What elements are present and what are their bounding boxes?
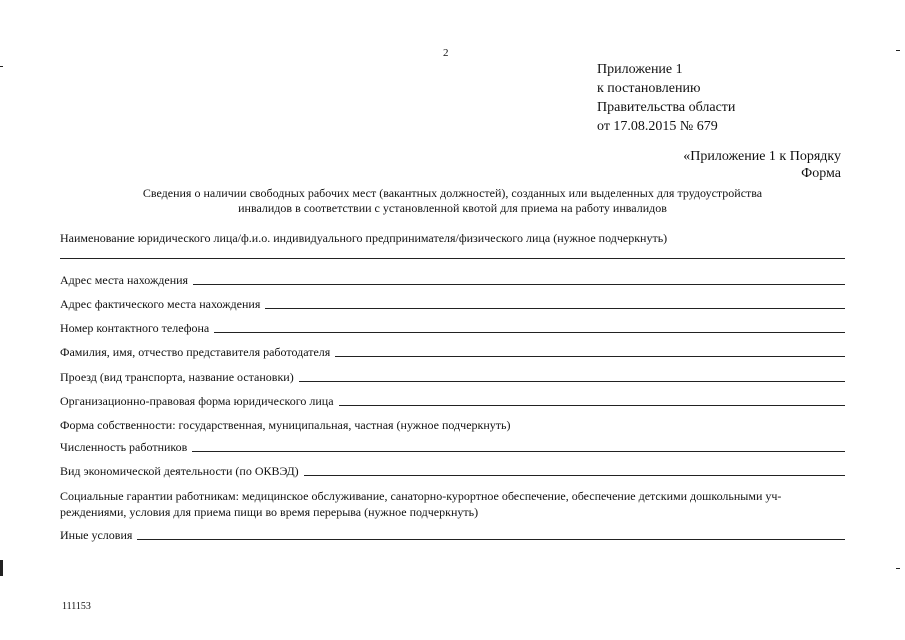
legal-name-label: Наименование юридического лица/ф.и.о. индивидуального предпринимателя/физического лица (нужное подчеркнуть) [60, 231, 668, 245]
legal-name-line [60, 258, 845, 259]
form-label: Форма [801, 166, 841, 181]
phone-field [60, 321, 845, 335]
representative-field [60, 345, 845, 359]
headcount-field [60, 440, 845, 454]
other-conditions-line [137, 539, 845, 540]
phone-line [214, 332, 845, 333]
activity-line [304, 475, 845, 476]
title-line: инвалидов в соответствии с установленной квотой для приема на работу инвалидов [238, 201, 667, 215]
transport-label: Проезд (вид транспорта, название остановки) [60, 370, 294, 384]
appendix-line: Правительства области [597, 100, 736, 115]
ownership-label: Форма собственности: государственная, муниципальная, частная (нужное подчеркнуть) [60, 418, 511, 432]
representative-line [335, 356, 845, 357]
social-guarantees-line: Социальные гарантии работникам: медицинское обслуживание, санаторно-курортное обеспечение, обеспечение детскими дошкольными уч- [60, 489, 782, 503]
actual-address-field [60, 297, 845, 311]
transport-field [60, 370, 845, 384]
scan-edge-mark [0, 560, 3, 576]
form-title [0, 186, 905, 216]
representative-label: Фамилия, имя, отчество представителя работодателя [60, 345, 331, 359]
scan-edge-mark [896, 50, 900, 51]
activity-label: Вид экономической деятельности (по ОКВЭД) [60, 464, 299, 478]
legal-form-field [60, 394, 845, 408]
page-number: 2 [443, 47, 449, 59]
scan-edge-mark [0, 66, 3, 67]
footer-code: 111153 [62, 601, 91, 612]
actual-address-line [265, 308, 845, 309]
headcount-label: Численность работников [60, 440, 188, 454]
title-line: Сведения о наличии свободных рабочих мест (вакантных должностей), созданных или выделенных для трудоустройства [142, 186, 763, 200]
appendix-line: от 17.08.2015 № 679 [597, 119, 718, 134]
reference-line: «Приложение 1 к Порядку [683, 149, 841, 164]
activity-field [60, 464, 845, 478]
social-guarantees-label [60, 488, 845, 520]
address-line [193, 284, 845, 285]
social-guarantees-line: реждениями, условия для приема пищи во время перерыва (нужное подчеркнуть) [60, 505, 479, 519]
appendix-line: к постановлению [597, 81, 701, 96]
address-label: Адрес места нахождения [60, 273, 189, 287]
scan-edge-mark [896, 568, 900, 569]
transport-line [299, 381, 845, 382]
actual-address-label: Адрес фактического места нахождения [60, 297, 261, 311]
appendix-reference [683, 148, 841, 182]
legal-form-label: Организационно-правовая форма юридического лица [60, 394, 334, 408]
appendix-header [597, 60, 735, 136]
headcount-line [192, 451, 845, 452]
legal-form-line [339, 405, 845, 406]
phone-label: Номер контактного телефона [60, 321, 210, 335]
address-field [60, 273, 845, 287]
other-conditions-field [60, 528, 845, 542]
appendix-line: Приложение 1 [597, 62, 683, 77]
other-conditions-label: Иные условия [60, 528, 133, 542]
